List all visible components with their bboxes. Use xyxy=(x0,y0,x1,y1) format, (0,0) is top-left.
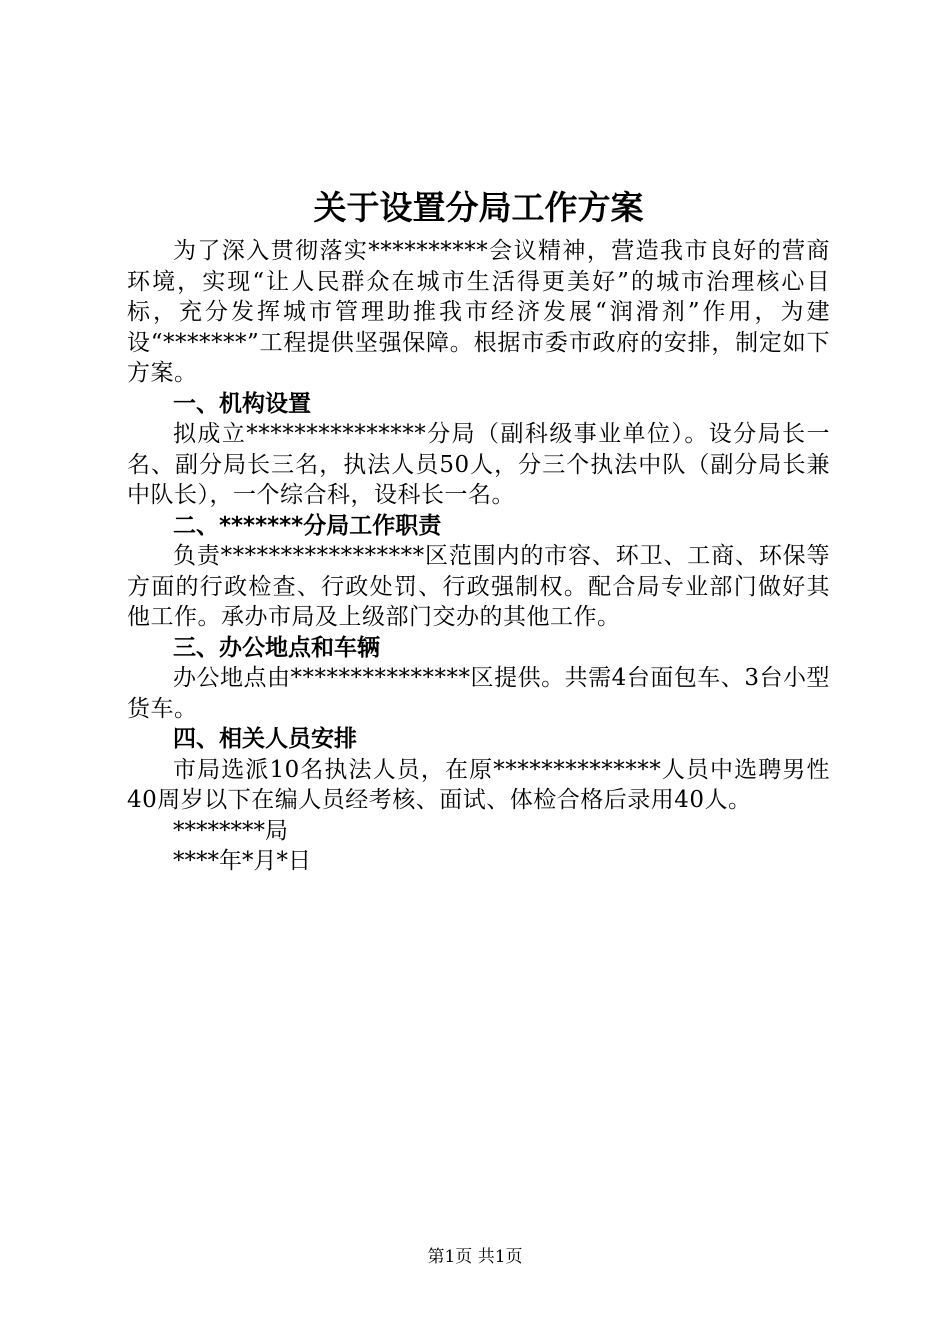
section-heading-3: 三、办公地点和车辆 xyxy=(173,634,380,661)
intro-paragraph: 为了深入贯彻落实**********会议精神，营造我市良好的营商环境，实现“让人民群众在城市生活得更美好”的城市治理核心目标，充分发挥城市管理助推我市经济发展“润滑剂”作用，为建设“*******”工程提供坚强保障。根据市委市政府的安排，制定如下方案。 xyxy=(127,238,830,386)
signature-date: ****年*月*日 xyxy=(173,848,311,874)
document-title: 关于设置分局工作方案 xyxy=(313,188,644,227)
section-body-1: 拟成立***************分局（副科级事业单位）。设分局长一名、副分局长三名，执法人员50人，分三个执法中队（副分局长兼中队长），一个综合科，设科长一名。 xyxy=(127,421,830,508)
section-heading-1: 一、机构设置 xyxy=(173,390,311,417)
document-body xyxy=(127,180,830,877)
section-body-3: 办公地点由***************区提供。共需4台面包车、3台小型货车。 xyxy=(127,665,830,722)
section-heading-2: 二、*******分局工作职责 xyxy=(173,512,442,539)
section-body-2: 负责*****************区范围内的市容、环卫、工商、环保等方面的行政检查、行政处罚、行政强制权。配合局专业部门做好其他工作。承办市局及上级部门交办的其他工作。 xyxy=(127,543,830,630)
page-footer: 第1页 共1页 xyxy=(427,1247,523,1267)
section-heading-4: 四、相关人员安排 xyxy=(173,726,357,752)
section-body-4: 市局选派10名执法人员，在原**************人员中选聘男性40周岁以下在编人员经考核、面试、体检合格后录用40人。 xyxy=(127,756,830,813)
signature: ********局 xyxy=(173,817,288,844)
